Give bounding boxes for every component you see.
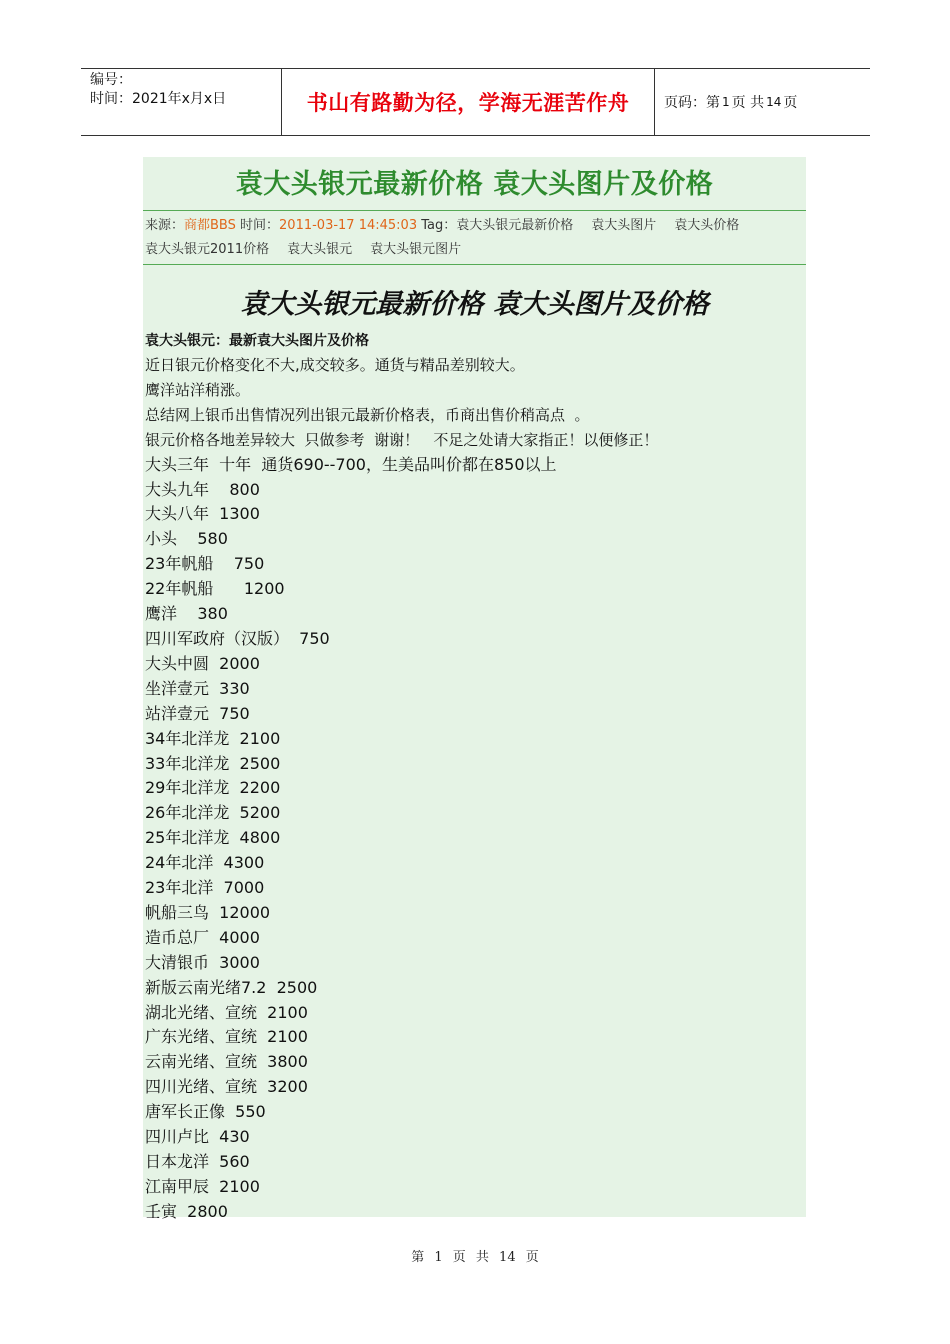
source-label: 来源：: [145, 218, 185, 233]
price-line: 大头三年 十年 通货690--700，生美品叫价都在850以上: [145, 454, 557, 474]
price-line: 四川光绪、宣统 3200: [145, 1077, 308, 1097]
price-line: 23年北洋 7000: [145, 878, 265, 898]
document-header: [81, 68, 870, 136]
price-line: 壬寅 2800: [145, 1201, 228, 1221]
price-line: 银元价格各地差异较大 只做参考 谢谢！ 不足之处请大家指正！以便修正！: [145, 430, 659, 449]
time-label: 时间：2021年x月x日: [90, 91, 227, 107]
article-title: 袁大头银元最新价格 袁大头图片及价格: [143, 157, 806, 211]
price-line: 新版云南光绪7.2 2500: [145, 977, 318, 997]
price-line: 坐洋壹元 330: [145, 678, 250, 698]
source-link[interactable]: 商都BBS: [184, 218, 236, 233]
price-line: 小头 580: [145, 529, 228, 549]
time-value: 2011-03-17 14:45:03: [279, 218, 418, 233]
price-line: 江南甲辰 2100: [145, 1176, 260, 1196]
price-line: 四川卢比 430: [145, 1127, 250, 1147]
page-mid: 页 共: [731, 95, 765, 111]
tag-link[interactable]: 袁大头图片: [591, 218, 657, 233]
price-line: 大清银币 3000: [145, 952, 260, 972]
price-line: 25年北洋龙 4800: [145, 828, 281, 848]
price-line: 造币总厂 4000: [145, 927, 260, 947]
article-body: [143, 157, 806, 1221]
price-line: 日本龙洋 560: [145, 1152, 250, 1171]
tag-link[interactable]: 袁大头价格: [674, 218, 740, 233]
price-line: 湖北光绪、宣统 2100: [145, 1002, 308, 1022]
price-line: 总结网上银币出售情况列出银元最新价格表，币商出售价稍高点 。: [145, 405, 590, 424]
tag-label: Tag：: [417, 218, 457, 233]
tag-link[interactable]: 袁大头银元: [287, 242, 353, 257]
time-label: 时间：: [235, 218, 280, 233]
price-line: 唐军长正像 550: [145, 1102, 266, 1122]
price-line: 云南光绪、宣统 3800: [145, 1052, 308, 1072]
price-line: 鹰洋 380: [145, 604, 228, 624]
motto-text: 书山有路勤为径，学海无涯苦作舟: [306, 91, 630, 115]
price-line: 鹰洋站洋稍涨。: [145, 380, 251, 399]
price-line: 29年北洋龙 2200: [145, 778, 281, 798]
price-line: 34年北洋龙 2100: [145, 728, 281, 748]
price-list: [145, 353, 806, 1225]
page-footer: 第 1 页 共 14 页: [411, 1250, 539, 1265]
intro-heading: 袁大头银元：最新袁大头图片及价格: [145, 333, 369, 349]
price-line: 33年北洋龙 2500: [145, 753, 281, 773]
article-meta: [143, 211, 806, 265]
tag-link[interactable]: 袁大头银元2011价格: [145, 242, 270, 257]
tag-link[interactable]: 袁大头银元最新价格: [456, 218, 574, 233]
price-line: 近日银元价格变化不大,成交较多。通货与精品差别较大。: [145, 356, 525, 374]
price-line: 广东光绪、宣统 2100: [145, 1027, 308, 1047]
header-page-cell: [655, 69, 870, 135]
page-current: 1: [722, 95, 730, 109]
number-label: 编号：: [90, 72, 132, 88]
price-line: 26年北洋龙 5200: [145, 803, 281, 823]
page-suffix: 页: [783, 95, 798, 111]
price-line: 大头九年 800: [145, 479, 260, 499]
price-line: 大头中圆 2000: [145, 653, 260, 673]
tag-link[interactable]: 袁大头银元图片: [370, 242, 462, 257]
price-line: 大头八年 1300: [145, 504, 260, 524]
page-total: 14: [766, 95, 782, 109]
price-line: 帆船三鸟 12000: [145, 902, 271, 922]
price-line: 站洋壹元 750: [145, 703, 250, 723]
article-subtitle: 袁大头银元最新价格 袁大头图片及价格: [240, 289, 709, 320]
price-line: 22年帆船 1200: [145, 579, 285, 599]
header-info-cell: [81, 69, 282, 135]
page-prefix: 页码：第: [664, 95, 720, 111]
header-motto-cell: [282, 69, 655, 135]
price-line: 24年北洋 4300: [145, 853, 265, 873]
price-line: 23年帆船 750: [145, 554, 265, 574]
price-line: 四川军政府（汉版） 750: [145, 628, 330, 648]
